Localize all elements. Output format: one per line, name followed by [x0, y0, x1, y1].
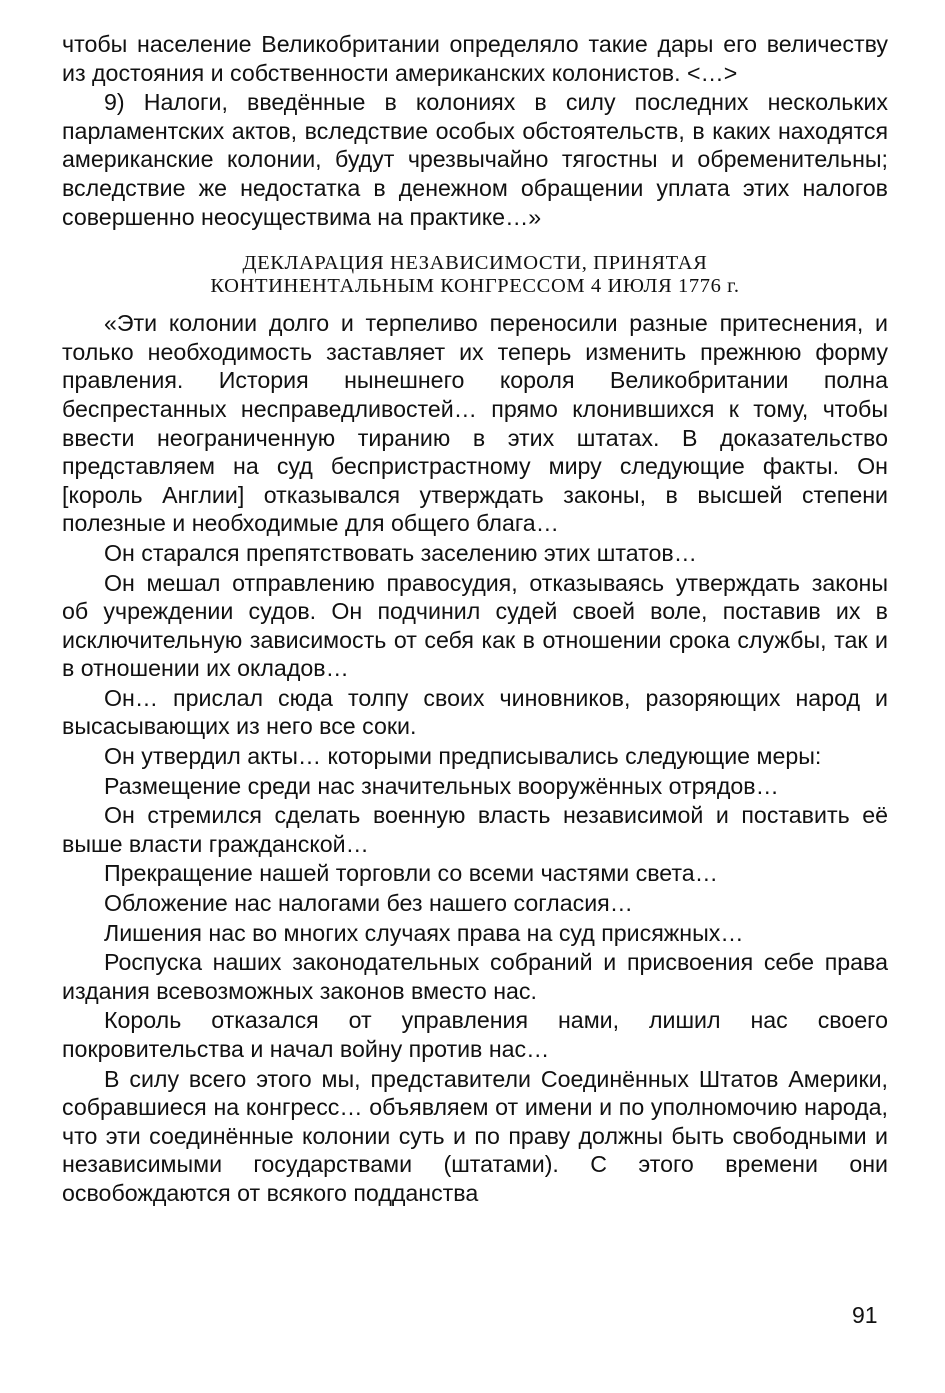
declaration-paragraph: Он стремился сделать военную власть независимой и поставить её выше власти гражданской… — [62, 802, 888, 857]
declaration-paragraph: Обложение нас налогами без нашего согласия… — [104, 890, 633, 917]
page-body — [62, 30, 888, 1209]
page-number: 91 — [852, 1302, 878, 1328]
declaration-paragraph: Роспуска наших законодательных собраний и присвоения себе права издания всевозможных законов вместо нас. — [62, 949, 888, 1004]
declaration-paragraph: «Эти колонии долго и терпеливо переносили разные притеснения, и только необходимость заставляет их теперь изменить прежнюю форму правления. История нынешнего короля Великобритании полна беспрестанных несправедливостей… прямо клонившихся к тому, чтобы ввести неограниченную тиранию в этих штатах. В доказательство представляем на суд беспристрастному миру следующие факты. Он [король Англии] отказывался утверждать законы, в высшей степени полезные и необходимые для общего блага… — [62, 310, 888, 537]
intro-item-9-paragraph: 9) Налоги, введённые в колониях в силу последних нескольких парламентских актов, вследствие особых обстоятельств, в каких находятся американские колонии, будут чрезвычайно тягостны и обременительны; вследствие же недостатка в денежном обращении уплата этих налогов совершенно неосуществима на практике…» — [62, 89, 888, 230]
declaration-paragraph: Он старался препятствовать заселению этих штатов… — [104, 539, 697, 566]
section-heading — [62, 252, 888, 298]
declaration-paragraph: Он… прислал сюда толпу своих чиновников, разоряющих народ и высасывающих из него все соки. — [62, 684, 888, 740]
declaration-paragraph: Он утвердил акты… которыми предписывались следующие меры: — [104, 743, 822, 770]
section-heading-line-2: КОНТИНЕНТАЛЬНЫМ КОНГРЕССОМ 4 ИЮЛЯ 1776 г. — [210, 275, 740, 298]
declaration-paragraph: Он мешал отправлению правосудия, отказываясь утверждать законы об учреждении судов. Он подчинил судей своей воле, поставив их в исключительную зависимость от себя как в отношении срока службы, так и в отношении их окладов… — [62, 569, 888, 682]
declaration-paragraph: Лишения нас во многих случаях права на суд присяжных… — [104, 919, 744, 946]
declaration-paragraph: Прекращение нашей торговли со всеми частями света… — [104, 860, 718, 887]
declaration-paragraph: Размещение среди нас значительных вооружённых отрядов… — [104, 772, 779, 799]
intro-continuation-paragraph: чтобы население Великобритании определяло такие дары его величеству из достояния и собственности американских колонистов. <…> — [62, 31, 888, 86]
section-heading-line-1: ДЕКЛАРАЦИЯ НЕЗАВИСИМОСТИ, ПРИНЯТАЯ — [242, 252, 708, 275]
declaration-paragraph: В силу всего этого мы, представители Соединённых Штатов Америки, собравшиеся на конгресс… объявляем от имени и по уполномочию народа, что эти соединённые колонии суть и по праву должны быть свободными и независимыми государствами (штатами). С этого времени они освобождаются от всякого подданства — [62, 1065, 888, 1206]
declaration-paragraph: Король отказался от управления нами, лишил нас своего покровительства и начал войну против нас… — [62, 1007, 888, 1062]
